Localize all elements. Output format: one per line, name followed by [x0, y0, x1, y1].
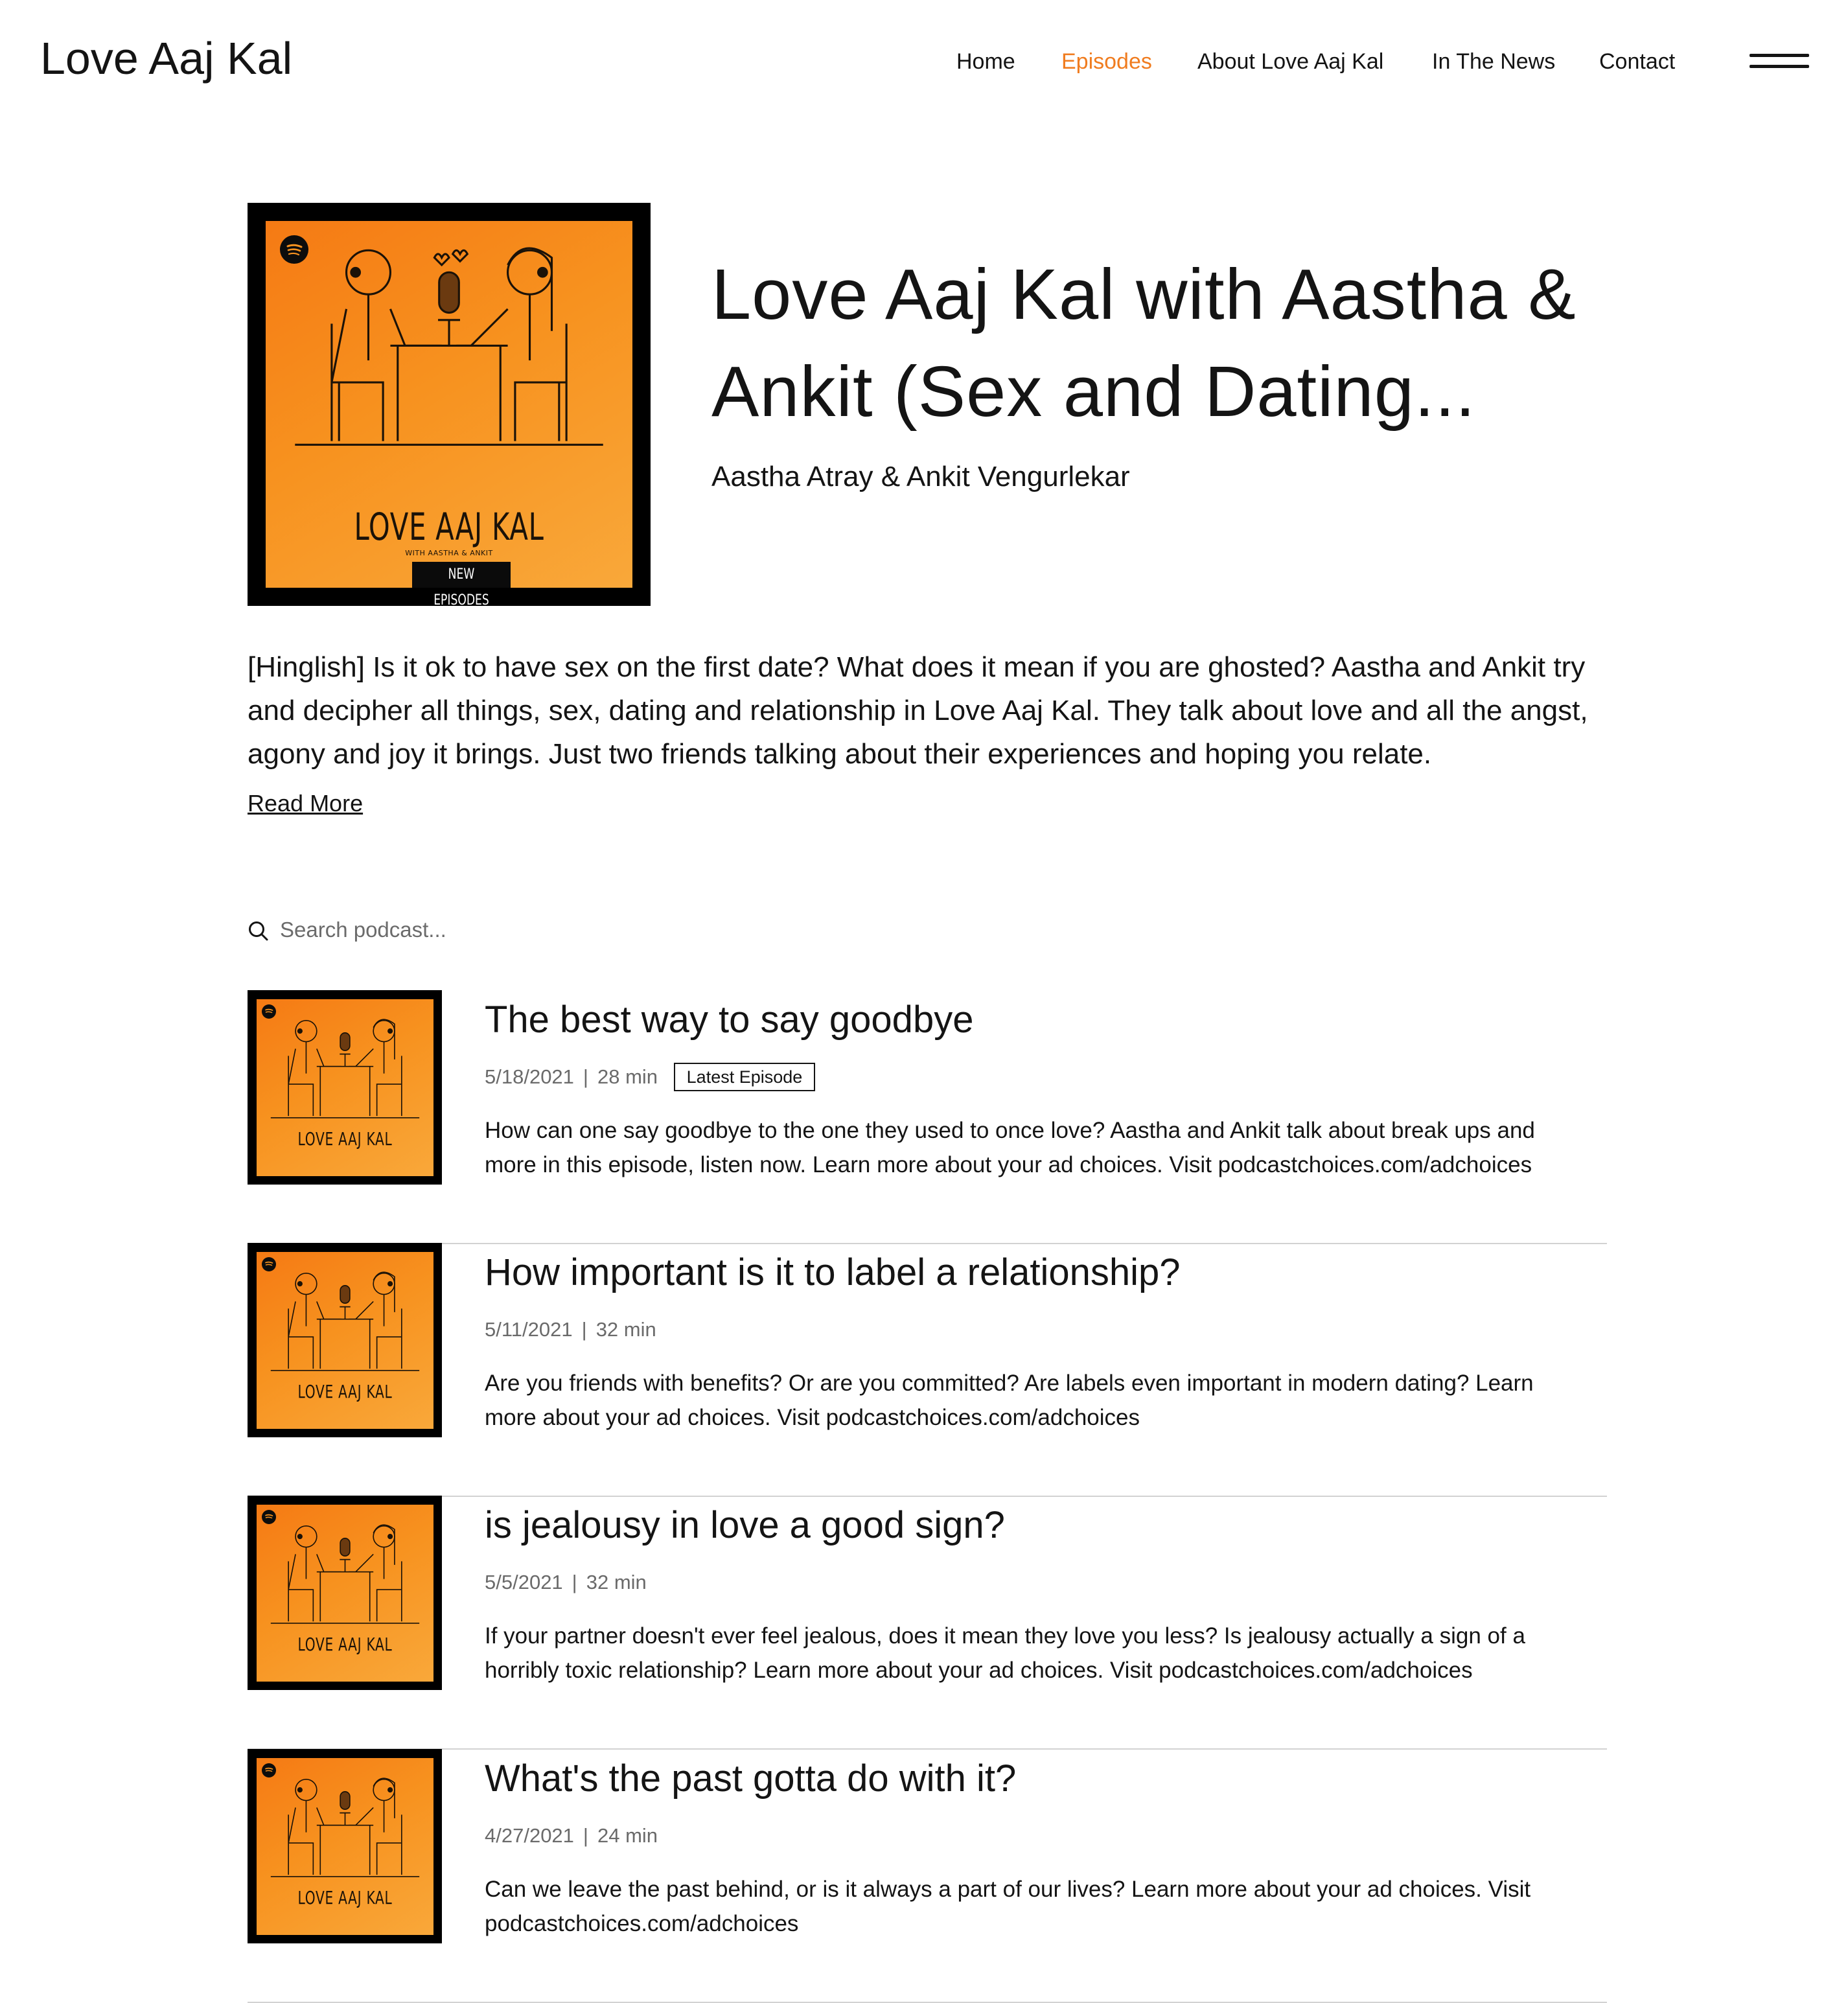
episode-description: How can one say goodbye to the one they used to once love? Aastha and Ankit talk about break ups and more in this episode, listen now. Learn more about your ad choices. Visit podcastchoices.com/adchoices	[485, 1118, 1535, 1177]
episode-item[interactable]	[248, 990, 1602, 1244]
couple-illustration	[257, 999, 433, 1176]
episode-date: 5/11/2021	[485, 1318, 573, 1341]
episode-meta	[485, 1568, 647, 1597]
episode-date: 5/18/2021	[485, 1065, 574, 1088]
episode-duration: 32 min	[595, 1318, 656, 1341]
episode-date: 5/5/2021	[485, 1571, 563, 1593]
cover-new-episodes-badge: NEW EPISODES	[412, 562, 511, 588]
cover-title: LOVE AAJ KAL	[297, 1380, 392, 1402]
episode-description: Are you friends with benefits? Or are you committed? Are labels even important in modern dating? Learn more about your ad choices. Visit podcastchoices.com/adchoices	[485, 1371, 1534, 1430]
episode-cover-art	[248, 1496, 442, 1690]
hamburger-icon[interactable]	[1750, 52, 1809, 70]
podcast-cover-art	[248, 203, 651, 606]
search-input[interactable]	[280, 914, 798, 946]
nav-contact[interactable]: Contact	[1599, 49, 1676, 74]
episode-meta	[485, 1063, 815, 1093]
episode-duration: 28 min	[597, 1065, 658, 1088]
meta-separator: |	[583, 1824, 588, 1847]
episode-meta	[485, 1822, 658, 1850]
episode-description: If your partner doesn't ever feel jealous, does it mean they love you less? Is jealousy actually a sign of a horribly toxic relationship? Learn more about your ad choices. Visit podcastchoices.com/adchoices	[485, 1623, 1525, 1683]
nav-about[interactable]: About Love Aaj Kal	[1197, 49, 1384, 74]
meta-separator: |	[572, 1571, 577, 1593]
episode-cover-art	[248, 1749, 442, 1943]
episode-title[interactable]: is jealousy in love a good sign?	[485, 1504, 1005, 1546]
cover-title: LOVE AAJ KAL	[354, 504, 544, 549]
search-bar	[248, 914, 831, 946]
podcast-title: Love Aaj Kal with Aastha & Ankit (Sex and Dating...	[711, 255, 1577, 432]
podcast-authors: Aastha Atray & Ankit Vengurlekar	[711, 461, 1130, 492]
episode-duration: 24 min	[597, 1824, 658, 1847]
meta-separator: |	[581, 1318, 587, 1341]
main-nav	[0, 45, 1848, 78]
episode-date: 4/27/2021	[485, 1824, 574, 1847]
couple-illustration	[257, 1252, 433, 1429]
search-icon[interactable]	[248, 920, 270, 942]
episode-meta	[485, 1315, 656, 1344]
cover-subtitle: WITH AASTHA & ANKIT	[405, 548, 493, 557]
episode-title[interactable]: The best way to say goodbye	[485, 999, 974, 1041]
cover-title: LOVE AAJ KAL	[297, 1128, 392, 1150]
nav-episodes[interactable]: Episodes	[1061, 49, 1152, 74]
couple-illustration	[257, 1758, 433, 1935]
episode-duration: 32 min	[586, 1571, 647, 1593]
podcast-description: [Hinglish] Is it ok to have sex on the first date? What does it mean if you are ghosted? Aastha and Ankit try and decipher all things, sex, dating and relationship in Love Aaj Kal. They talk about love and all the angst, agony and joy it brings. Just two friends talking about their experiences and hoping you relate.	[248, 651, 1588, 770]
site-title[interactable]: Love Aaj Kal	[40, 33, 293, 84]
episode-title[interactable]: What's the past gotta do with it?	[485, 1757, 1017, 1800]
couple-illustration	[257, 1505, 433, 1682]
episode-cover-art	[248, 1243, 442, 1437]
episode-description: Can we leave the past behind, or is it always a part of our lives? Learn more about your ad choices. Visit podcastchoices.com/adchoices	[485, 1877, 1531, 1936]
latest-episode-badge: Latest Episode	[674, 1063, 816, 1091]
cover-title: LOVE AAJ KAL	[297, 1633, 392, 1655]
meta-separator: |	[583, 1065, 588, 1088]
episode-item[interactable]	[248, 1496, 1602, 1750]
episode-title[interactable]: How important is it to label a relationship?	[485, 1251, 1181, 1293]
cover-title: LOVE AAJ KAL	[297, 1886, 392, 1908]
read-more-link[interactable]: Read More	[248, 790, 364, 816]
nav-in-the-news[interactable]: In The News	[1432, 49, 1556, 74]
episode-item[interactable]	[248, 1749, 1602, 2003]
episode-item[interactable]	[248, 1243, 1602, 1497]
episode-cover-art	[248, 990, 442, 1185]
nav-home[interactable]: Home	[956, 49, 1015, 74]
